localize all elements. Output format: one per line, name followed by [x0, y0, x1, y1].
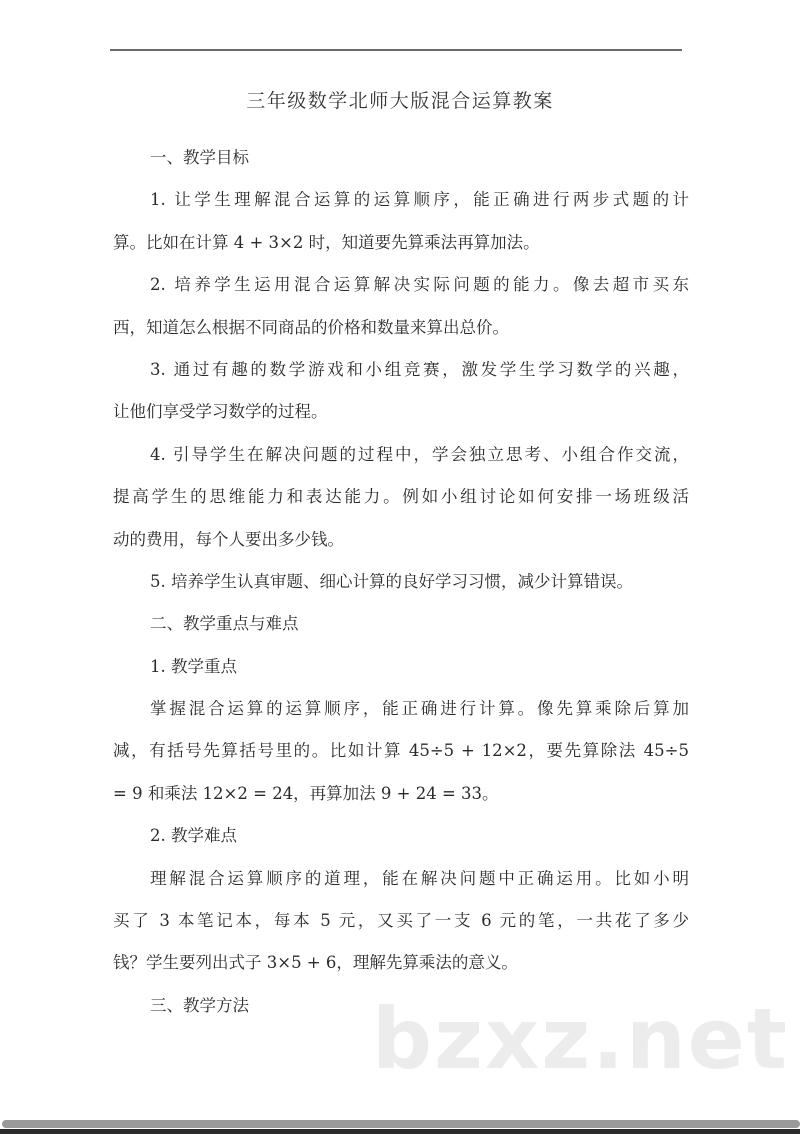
paragraph-line: 买了 3 本笔记本，每本 5 元，又买了一支 6 元的笔，一共花了多少 — [113, 911, 689, 931]
paragraph-line: 三、教学方法 — [150, 995, 249, 1015]
paragraph-line: 2. 教学难点 — [150, 826, 237, 846]
paragraph-line: 1. 让学生理解混合运算的运算顺序，能正确进行两步式题的计 — [150, 190, 689, 210]
paragraph-line: 减，有括号先算括号里的。比如计算 45÷5 + 12×2，要先算除法 45÷5 — [113, 741, 689, 761]
paragraph-line: 动的费用，每个人要出多少钱。 — [113, 529, 344, 549]
paragraph-line: = 9 和乘法 12×2 = 24，再算加法 9 + 24 = 33。 — [113, 783, 499, 803]
horizontal-scrollbar[interactable] — [2, 1120, 800, 1128]
document-title: 三年级数学北师大版混合运算教案 — [246, 90, 554, 112]
paragraph-line: 2. 培养学生运用混合运算解决实际问题的能力。像去超市买东 — [150, 275, 689, 295]
paragraph-line: 4. 引导学生在解决问题的过程中，学会独立思考、小组合作交流， — [150, 444, 689, 464]
paragraph-line: 一、教学目标 — [150, 148, 249, 167]
paragraph-line: 3. 通过有趣的数学游戏和小组竞赛，激发学生学习数学的兴趣， — [150, 359, 689, 379]
top-rule — [110, 49, 682, 51]
paragraph-line: 算。比如在计算 4 + 3×2 时，知道要先算乘法再算加法。 — [113, 232, 540, 252]
paragraph-line: 让他们享受学习数学的过程。 — [113, 402, 328, 422]
document-body — [113, 144, 689, 1034]
paragraph-line: 西，知道怎么根据不同商品的价格和数量来算出总价。 — [113, 317, 509, 337]
paragraph-line: 1. 教学重点 — [150, 656, 237, 676]
paragraph-line: 提高学生的思维能力和表达能力。例如小组讨论如何安排一场班级活 — [113, 487, 689, 507]
paragraph-line: 掌握混合运算的运算顺序，能正确进行计算。像先算乘除后算加 — [150, 699, 689, 719]
taskbar-strip — [0, 1129, 800, 1134]
paragraph-line: 理解混合运算顺序的道理，能在解决问题中正确运用。比如小明 — [150, 868, 689, 888]
paragraph-line: 5. 培养学生认真审题、细心计算的良好学习习惯，减少计算错误。 — [150, 571, 633, 591]
watermark: bzxz.net — [372, 990, 789, 1088]
paragraph-line: 二、教学重点与难点 — [150, 614, 299, 634]
paragraph-line: 钱？学生要列出式子 3×5 + 6，理解先算乘法的意义。 — [113, 953, 518, 973]
